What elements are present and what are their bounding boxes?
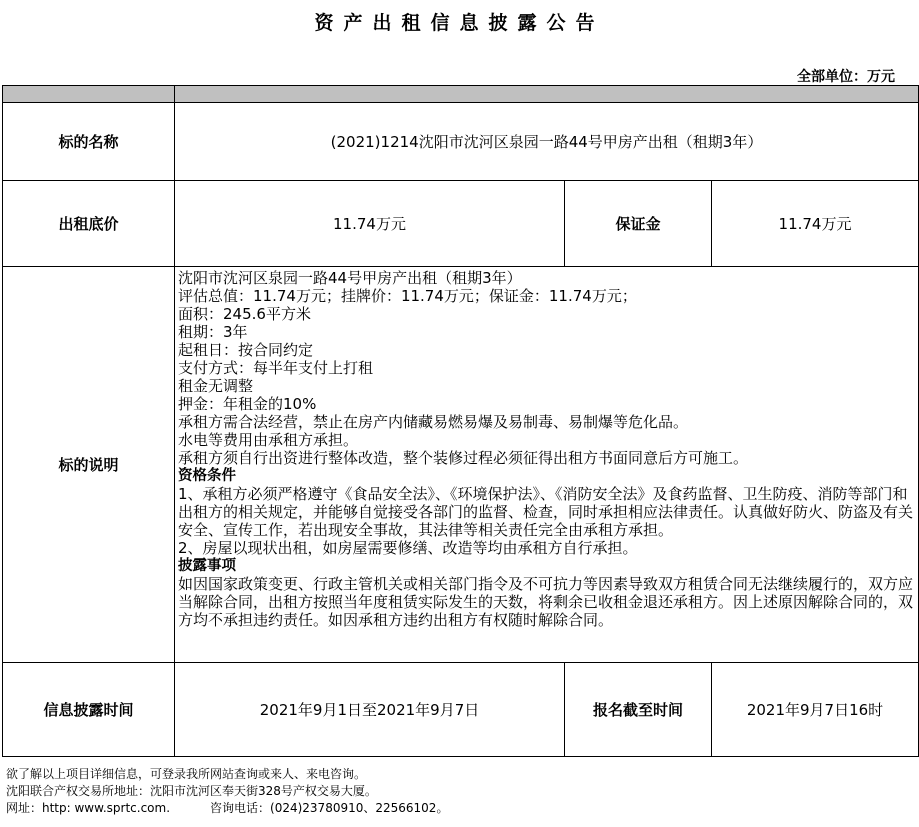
desc-line: 租金无调整 [178,377,254,395]
desc-line: 起租日：按合同约定 [178,341,314,359]
price-label: 出租底价 [3,181,175,267]
disclose-time-value: 2021年9月1日至2021年9月7日 [175,663,565,757]
desc-line: 押金：年租金的10% [178,395,317,413]
desc-body [175,267,919,663]
desc-line: 面积：245.6平方米 [178,305,311,323]
qualification-heading: 资格条件 [178,468,236,484]
disclosure-heading: 披露事项 [178,558,236,574]
desc-line: 沈阳市沈河区泉园一路44号甲房产出租（租期3年） [178,269,522,287]
deadline-value: 2021年9月7日16时 [712,663,919,757]
row-description [3,267,919,663]
deposit-value: 11.74万元 [712,181,919,267]
desc-line: 承租方需合法经营，禁止在房产内储藏易燃易爆及易制毒、易制爆等危化品。 [178,413,689,431]
footer-contact [6,800,448,817]
row-name [3,103,919,181]
notice-table [2,85,919,757]
price-value: 11.74万元 [175,181,565,267]
name-label: 标的名称 [3,103,175,181]
row-dates [3,663,919,757]
table-header-bar [3,86,919,103]
page-title: 资产出租信息披露公告 [314,12,605,34]
deposit-label: 保证金 [565,181,712,267]
row-price [3,181,919,267]
footer-info [6,766,448,817]
desc-line: 评估总值：11.74万元；挂牌价：11.74万元；保证金：11.74万元； [178,287,637,305]
qualification-item-1: 1、承租方必须严格遵守《食品安全法》、《环境保护法》、《消防安全法》及食药监督、卫生防疫、消防等部门和出租方的相关规定，并能够自觉接受各部门的监督、检查，同时承担相应法律责任。认真做好防火、防盗及有关安全、宣传工作，若出现安全事故，其法律等相关责任完全由承租方承担。 [178,485,914,539]
footer-address: 沈阳联合产权交易所地址：沈阳市沈河区奉天街328号产权交易大厦。 [6,784,377,798]
footer-website[interactable]: 网址：http: www.sprtc.com. [6,801,171,815]
desc-line: 支付方式：每半年支付上打租 [178,359,374,377]
qualification-item-2: 2、房屋以现状出租，如房屋需要修缮、改造等均由承租方自行承担。 [178,539,638,557]
footer-phone: 咨询电话：(024)23780910、22566102。 [210,801,449,815]
name-value: (2021)1214沈阳市沈河区泉园一路44号甲房产出租（租期3年） [175,103,919,181]
footer-line: 欲了解以上项目详细信息，可登录我所网站查询或来人、来电咨询。 [6,767,367,781]
desc-line: 水电等费用由承租方承担。 [178,431,359,449]
desc-line: 租期：3年 [178,323,248,341]
disclose-time-label: 信息披露时间 [3,663,175,757]
desc-line: 承租方须自行出资进行整体改造，整个装修过程必须征得出租方书面同意后方可施工。 [178,449,749,467]
deadline-label: 报名截至时间 [565,663,712,757]
desc-label: 标的说明 [3,267,175,663]
unit-label: 全部单位：万元 [797,69,895,85]
disclosure-text: 如因国家政策变更、行政主管机关或相关部门指令及不可抗力等因素导致双方租赁合同无法继续履行的，双方应当解除合同，出租方按照当年度租赁实际发生的天数，将剩余已收租金退还承租方。因上述原因解除合同的，双方均不承担违约责任。如因承租方违约出租方有权随时解除合同。 [178,575,914,629]
